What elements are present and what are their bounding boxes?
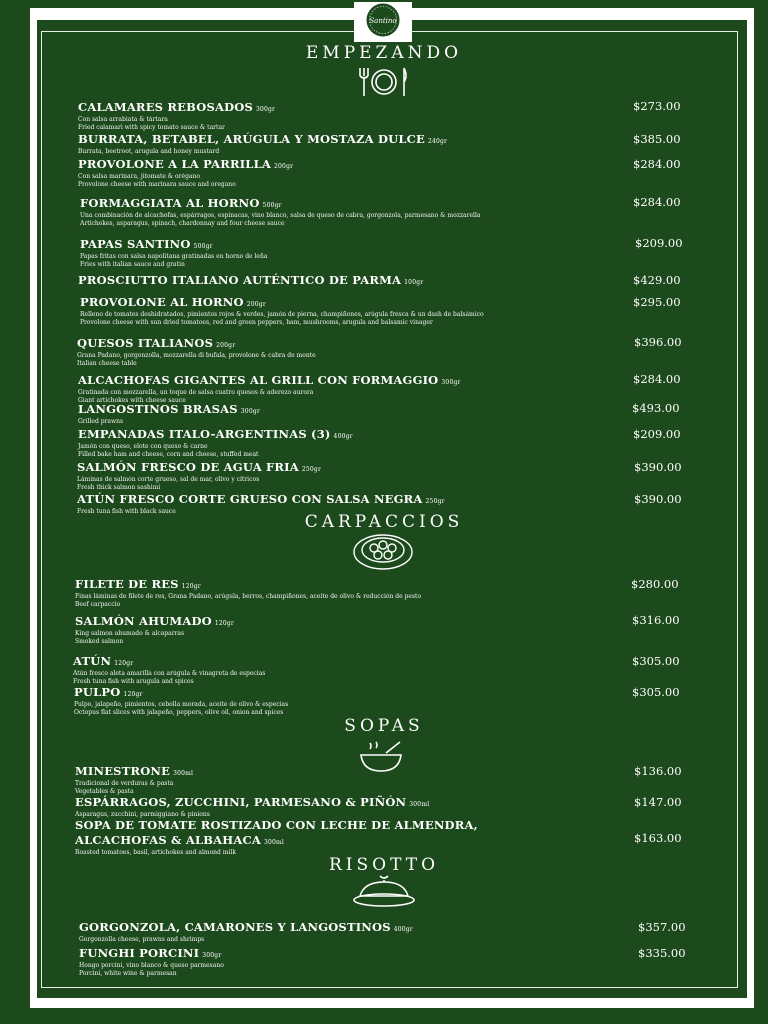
item-name-text: PROSCIUTTO ITALIANO AUTÉNTICO DE PARMA bbox=[78, 273, 402, 287]
item-size: 200gr bbox=[216, 342, 236, 349]
item-name bbox=[78, 157, 293, 171]
item-price: $493.00 bbox=[632, 401, 680, 415]
item-size: 200gr bbox=[246, 301, 266, 308]
item-description: Octopus flat slices with jalapeño, peppers, olive oil, onion and spices bbox=[74, 708, 284, 716]
section-title-empezando: EMPEZANDO bbox=[305, 43, 463, 63]
item-price: $335.00 bbox=[638, 946, 686, 960]
menu-item bbox=[75, 577, 421, 608]
item-name-text: EMPANADAS ITALO-ARGENTINAS (3) bbox=[78, 427, 331, 441]
section-title-sopas: SOPAS bbox=[344, 716, 424, 736]
item-name bbox=[77, 336, 316, 350]
menu-item bbox=[80, 237, 267, 268]
item-description: Gratinada con mozzarella, un toque de salsa cuatro quesos & aderezo aurora bbox=[78, 389, 314, 396]
menu-item bbox=[75, 818, 478, 857]
item-name bbox=[80, 237, 267, 251]
item-name-text: ATÚN FRESCO CORTE GRUESO CON SALSA NEGRA bbox=[77, 492, 423, 506]
item-description: Provolone cheese with marinara sauce and oregano bbox=[78, 180, 236, 188]
item-description: Grana Padano, gorgonzolla, mozzarella di bufala, provolone & cabra de monte bbox=[77, 352, 316, 359]
item-name bbox=[78, 373, 461, 387]
item-price: $429.00 bbox=[633, 273, 681, 287]
menu-item bbox=[79, 946, 224, 977]
menu-item bbox=[77, 336, 316, 367]
item-size: 120gr bbox=[123, 691, 143, 698]
item-description: Asparagus, zucchini, parmiggiano & pinions bbox=[75, 811, 210, 818]
soup-bowl-icon bbox=[358, 739, 404, 773]
item-name bbox=[75, 577, 421, 591]
item-name-text: SALMÓN FRESCO DE AGUA FRIA bbox=[77, 460, 299, 474]
item-name-text: MINESTRONE bbox=[75, 764, 171, 778]
item-name bbox=[73, 654, 265, 668]
item-name bbox=[79, 946, 224, 960]
item-size: 300ml bbox=[173, 770, 194, 777]
item-price: $316.00 bbox=[632, 613, 680, 627]
item-description: Vegetables & pasta bbox=[75, 787, 134, 795]
item-name-text: FUNGHI PORCINI bbox=[79, 946, 200, 960]
item-size: 500gr bbox=[262, 202, 282, 209]
item-description: Smoked salmon bbox=[75, 637, 124, 645]
item-size: 250gr bbox=[425, 498, 445, 505]
item-price: $396.00 bbox=[634, 335, 682, 349]
item-description: Italian cheese table bbox=[77, 359, 137, 367]
item-description: Roasted tomatoes, basil, artichokes and almond milk bbox=[75, 849, 236, 856]
item-description: Artichokes, asparagus, spinach, chardonnay and four cheese sauce bbox=[80, 219, 285, 227]
item-description: Filled bake ham and cheese, corn and cheese, stuffed meat bbox=[78, 450, 259, 458]
item-name bbox=[78, 427, 353, 441]
item-name-text: BURRATA, BETABEL, ARÚGULA Y MOSTAZA DULCE bbox=[78, 132, 425, 146]
item-size: 200gr bbox=[274, 163, 294, 170]
menu-item bbox=[78, 100, 275, 131]
item-price: $305.00 bbox=[632, 685, 680, 699]
item-name-text: PULPO bbox=[74, 685, 121, 699]
menu-item bbox=[78, 273, 423, 287]
item-name bbox=[75, 795, 429, 809]
logo-text: Santino bbox=[369, 17, 397, 25]
item-name-text: ATÚN bbox=[73, 654, 112, 668]
item-description: Fries with italian sauce and gratin bbox=[80, 260, 185, 268]
item-size: 240gr bbox=[427, 138, 448, 145]
item-size: 300ml bbox=[263, 839, 285, 846]
item-price: $357.00 bbox=[638, 920, 686, 934]
item-size: 120gr bbox=[181, 583, 201, 590]
item-price: $280.00 bbox=[631, 577, 679, 591]
item-description: Finas láminas de filete de res, Grana Padano, arúgula, berros, champiñones, aceite de olivo & reducción de pesto bbox=[75, 593, 422, 600]
item-description: Atún fresco aleta amarilla con arúgula & vinagreta de especias bbox=[73, 670, 266, 677]
item-description: Hongo porcini, vino blanco & queso parmesano bbox=[79, 962, 224, 969]
menu-item bbox=[80, 196, 480, 227]
menu-item bbox=[78, 157, 293, 188]
item-name bbox=[77, 492, 445, 506]
item-name-text: CALAMARES REBOSADOS bbox=[78, 100, 253, 114]
item-description: Con salsa marinara, jitomate & orégano bbox=[78, 173, 200, 180]
item-description: Fresh tuna fish with arugula and spices bbox=[73, 677, 194, 685]
item-size: 120gr bbox=[114, 660, 134, 667]
item-description: King salmon ahumado & alcaparras bbox=[75, 630, 185, 637]
item-name-text: QUESOS ITALIANOS bbox=[77, 336, 214, 350]
item-name-text: FILETE DE RES bbox=[75, 577, 179, 591]
item-name bbox=[80, 196, 480, 210]
item-name-text: ESPÁRRAGOS, ZUCCHINI, PARMESANO & PIÑÓN bbox=[75, 795, 407, 809]
menu-item bbox=[77, 492, 445, 516]
item-name-text: GORGONZOLA, CAMARONES Y LANGOSTINOS bbox=[79, 920, 391, 934]
item-description: Láminas de salmón corte grueso, sal de mar, olivo y cítricos bbox=[77, 476, 260, 483]
item-price: $305.00 bbox=[632, 654, 680, 668]
item-description: Burrata, beetroot, arugula and honey mustard bbox=[78, 148, 220, 155]
item-name bbox=[78, 132, 447, 146]
menu-item bbox=[74, 685, 288, 716]
item-size: 120gr bbox=[214, 620, 235, 627]
item-name-text: SOPA DE TOMATE ROSTIZADO CON LECHE DE ALMENDRA, bbox=[75, 818, 478, 832]
item-size: 300gr bbox=[240, 408, 260, 415]
item-name bbox=[78, 402, 260, 416]
item-price: $209.00 bbox=[633, 427, 681, 441]
item-size: 400gr bbox=[333, 433, 353, 440]
item-size: 250gr bbox=[301, 466, 322, 473]
item-name bbox=[75, 764, 193, 778]
item-name bbox=[74, 685, 288, 699]
item-name bbox=[78, 273, 423, 287]
item-size: 300gr bbox=[441, 379, 461, 386]
santino-logo-icon bbox=[354, 2, 412, 42]
item-size: 400gr bbox=[393, 926, 413, 933]
section-title-carpaccios: CARPACCIOS bbox=[304, 512, 464, 532]
item-price: $163.00 bbox=[634, 831, 682, 845]
item-description: Relleno de tomates deshidratados, pimientos rojos & verdes, jamón de pierna, champiñones, arúgula fresca & un dash de balsámico bbox=[80, 311, 484, 318]
item-price: $390.00 bbox=[634, 492, 682, 506]
item-price: $295.00 bbox=[633, 295, 681, 309]
carpaccio-plate-icon bbox=[352, 533, 414, 571]
item-name bbox=[75, 614, 234, 628]
item-name bbox=[75, 818, 478, 832]
item-price: $284.00 bbox=[633, 372, 681, 386]
item-description: Beef carpaccio bbox=[75, 600, 121, 608]
item-name bbox=[77, 460, 321, 474]
menu-item bbox=[75, 614, 234, 645]
cutlery-plate-icon bbox=[355, 66, 413, 98]
item-description: Jamón con queso, elote con queso & carne bbox=[78, 443, 208, 450]
item-size: 100gr bbox=[404, 279, 424, 286]
menu-item bbox=[78, 427, 353, 458]
item-price: $385.00 bbox=[633, 132, 681, 146]
item-price: $147.00 bbox=[634, 795, 682, 809]
item-price: $284.00 bbox=[633, 157, 681, 171]
item-description: Pulpo, jalapeño, pimientos, cebolla morada, aceite de olivo & especias bbox=[74, 701, 289, 708]
menu-item bbox=[79, 920, 413, 944]
item-name-text: SALMÓN AHUMADO bbox=[75, 614, 212, 628]
item-name bbox=[79, 920, 413, 934]
item-description: Con salsa arrabiata & tártara bbox=[78, 116, 168, 123]
item-description: Grilled prawns bbox=[78, 418, 124, 425]
item-size: 500gr bbox=[193, 243, 213, 250]
item-description: Tradicional de verduras & pasta bbox=[75, 780, 174, 787]
item-description: Una combinación de alcachofas, espárragos, espinacas, vino blanco, salsa de queso de cabra, gorgonzola, parmesano & mozzarella bbox=[80, 212, 481, 219]
menu-item bbox=[73, 654, 265, 685]
menu-item bbox=[75, 764, 193, 795]
section-title-risotto: RISOTTO bbox=[328, 855, 440, 875]
item-name-text: PAPAS SANTINO bbox=[80, 237, 191, 251]
item-size: 300gr bbox=[202, 952, 222, 959]
item-name bbox=[78, 100, 275, 114]
menu-item bbox=[78, 402, 260, 426]
item-description: Fresh thick salmon sashimi bbox=[77, 483, 161, 491]
menu-item bbox=[78, 373, 461, 404]
menu-item bbox=[78, 132, 447, 156]
menu-item bbox=[75, 795, 429, 819]
item-name-text: LANGOSTINOS BRASAS bbox=[78, 402, 238, 416]
item-name-text: PROVOLONE AL HORNO bbox=[80, 295, 244, 309]
item-name-text: FORMAGGIATA AL HORNO bbox=[80, 196, 260, 210]
risotto-plate-icon bbox=[352, 874, 416, 908]
item-name-line2-text: ALCACHOFAS & ALBAHACA bbox=[75, 833, 261, 847]
item-description: Giant artichokes with cheese sauce bbox=[78, 396, 186, 404]
menu-item bbox=[80, 295, 484, 326]
item-description: Papas fritas con salsa napolitana gratinadas en horno de leña bbox=[80, 253, 268, 260]
item-price: $273.00 bbox=[633, 99, 681, 113]
item-size: 300ml bbox=[409, 801, 430, 808]
item-price: $136.00 bbox=[634, 764, 682, 778]
item-description: Fried calamari with spicy tomato sauce & tartar bbox=[78, 123, 225, 131]
item-description: Fresh tuna fish with black sauce bbox=[77, 508, 176, 515]
item-size: 300gr bbox=[255, 106, 276, 113]
menu-item bbox=[77, 460, 321, 491]
item-price: $390.00 bbox=[634, 460, 682, 474]
item-name-text: ALCACHOFAS GIGANTES AL GRILL CON FORMAGGIO bbox=[78, 373, 439, 387]
item-price: $209.00 bbox=[635, 236, 683, 250]
item-name bbox=[80, 295, 484, 309]
item-price: $284.00 bbox=[633, 195, 681, 209]
item-name-line2 bbox=[75, 833, 478, 847]
item-description: Provolone cheese with sun dried tomatoes, red and green peppers, ham, mushrooms, arugula and balsamic vinager bbox=[80, 318, 433, 326]
item-name-text: PROVOLONE A LA PARRILLA bbox=[78, 157, 272, 171]
item-description: Porcini, white wine & parmesan bbox=[79, 969, 177, 977]
item-description: Gorgonzolla cheese, prawns and shrimps bbox=[79, 936, 205, 943]
